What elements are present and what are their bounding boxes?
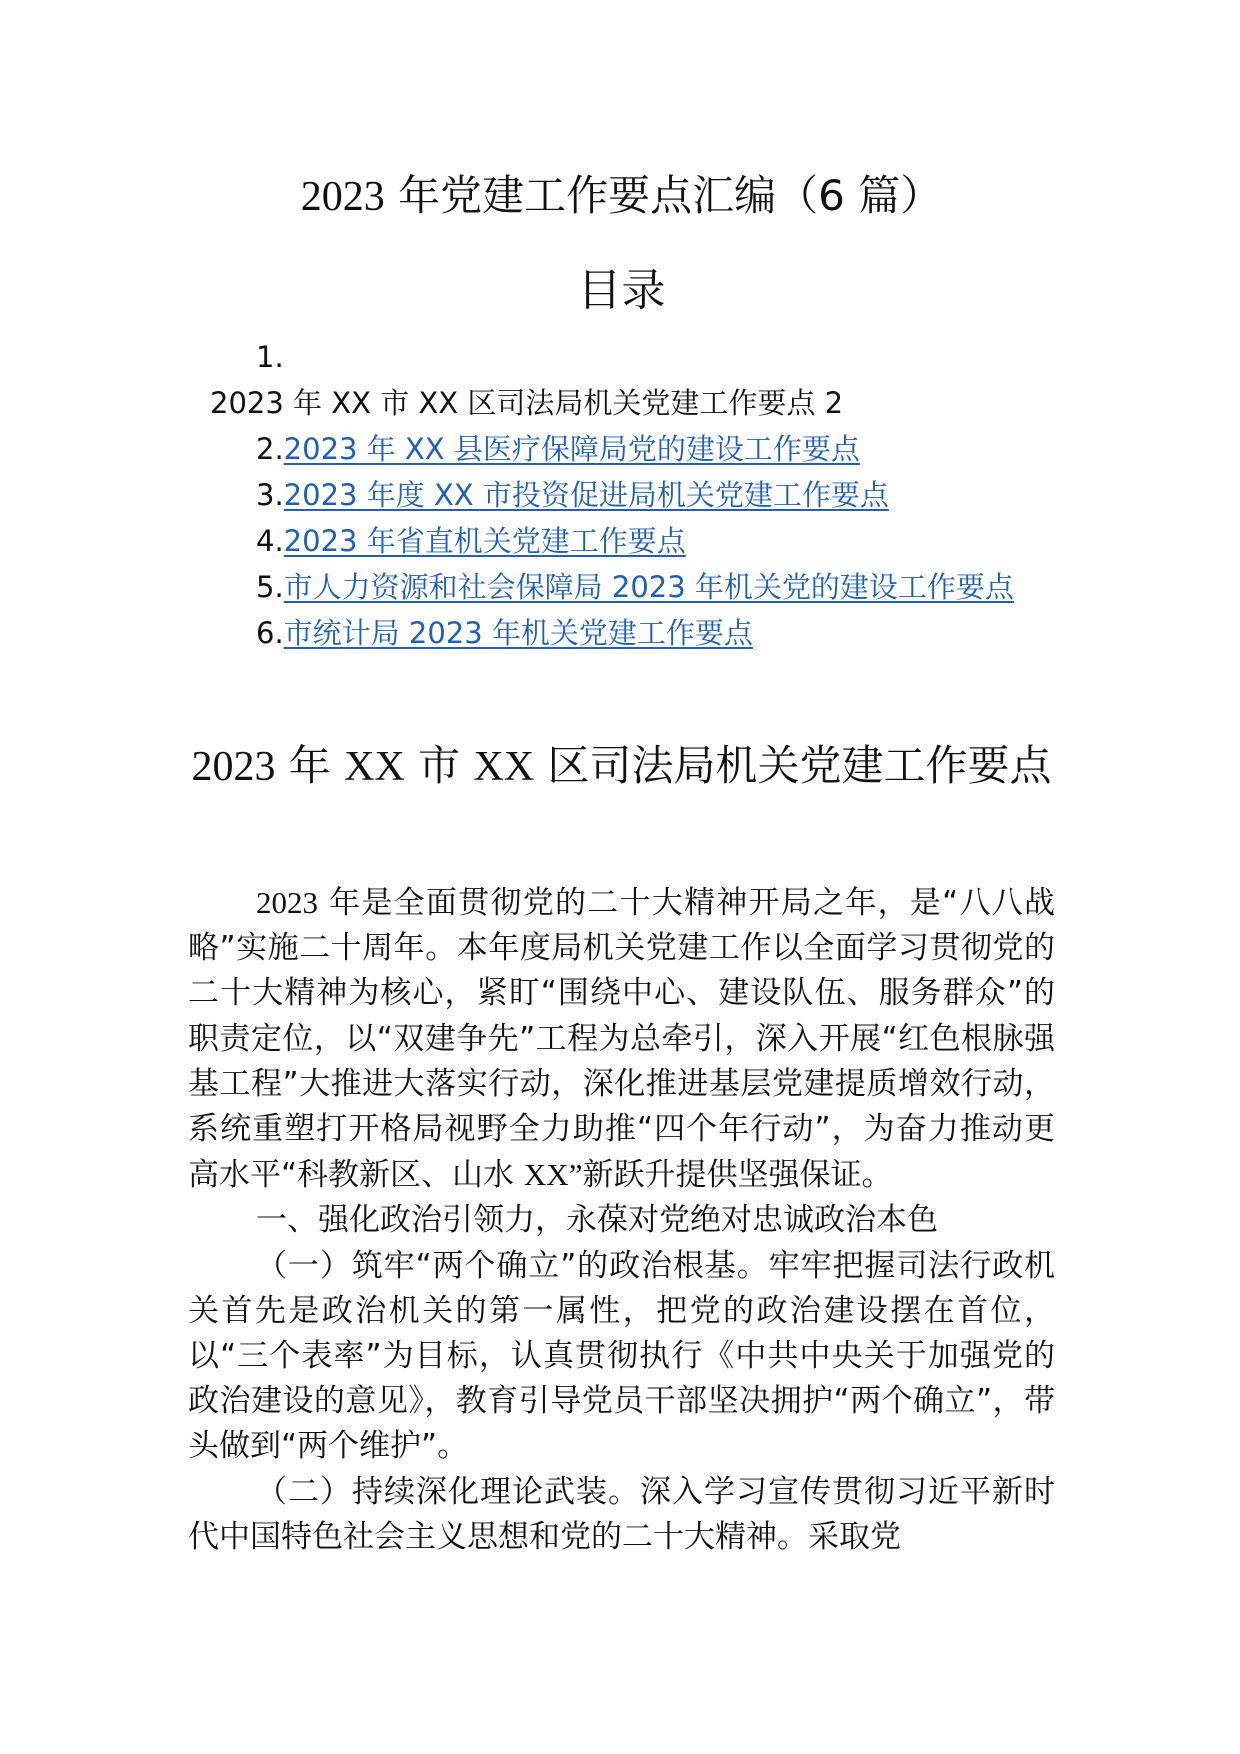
- toc-heading: 目录: [577, 265, 666, 316]
- section-title-part: 区司法局机关党建工作要点: [534, 741, 1052, 790]
- section-title-part: 年: [275, 741, 345, 790]
- toc-item-number: 5.: [256, 570, 284, 604]
- toc-link[interactable]: 2023 年度 XX 市投资促进局机关党建工作要点: [283, 478, 889, 512]
- section-title-year: 2023: [191, 744, 276, 790]
- toc-item-number: 1.: [256, 340, 284, 374]
- toc-link[interactable]: 2023 年省直机关党建工作要点: [283, 524, 686, 558]
- table-of-contents: [188, 334, 1055, 656]
- toc-item-number: 4.: [256, 524, 284, 558]
- heading-section-one: 一、强化政治引领力，永葆对党绝对忠诚政治本色: [256, 1202, 938, 1239]
- section-title-xx: XX: [344, 744, 405, 790]
- paragraph-intro: [188, 880, 1055, 1198]
- toc-item-6[interactable]: [188, 610, 1055, 656]
- toc-link[interactable]: 市人力资源和社会保障局 2023 年机关党的建设工作要点: [283, 570, 1014, 604]
- toc-item-number: 6.: [256, 616, 284, 650]
- toc-item-3[interactable]: [188, 472, 1055, 518]
- section-title-xx: XX: [473, 744, 535, 790]
- paragraph-text: 新跃升提供坚强保证。: [582, 1157, 893, 1194]
- toc-link[interactable]: 市统计局 2023 年机关党建工作要点: [283, 616, 753, 650]
- toc-item-number: 3.: [256, 478, 284, 512]
- paragraph-lead-year: 2023: [256, 885, 318, 920]
- toc-item-title[interactable]: 2023 年 XX 市 XX 区司法局机关党建工作要点 2: [210, 386, 844, 420]
- paragraph-item-one: （一）筑牢“两个确立”的政治根基。牢牢把握司法行政机关首先是政治机关的第一属性，把党的政治建设摆在首位，以“三个表率”为目标，认真贯彻执行《中共中央关于加强党的政治建设的意见》，教育引导党员干部坚决拥护“两个确立”，带头做到“两个维护”。: [188, 1247, 1055, 1465]
- paragraph-item-two: （二）持续深化理论武装。深入学习宣传贯彻习近平新时代中国特色社会主义思想和党的二十大精神。采取党: [188, 1473, 1055, 1555]
- section-title-part: 市: [404, 741, 474, 790]
- document-title-year: 2023: [300, 174, 385, 220]
- document-title-text: 年党建工作要点汇编（6 篇）: [384, 171, 943, 220]
- toc-link[interactable]: 2023 年 XX 县医疗保障局党的建设工作要点: [283, 432, 860, 466]
- section-title: [188, 720, 1055, 813]
- toc-item-number: 2.: [256, 432, 284, 466]
- toc-item-1[interactable]: [188, 334, 1055, 426]
- toc-item-2[interactable]: [188, 426, 1055, 472]
- toc-item-5[interactable]: [188, 564, 1055, 610]
- body-text: [188, 880, 1055, 1560]
- paragraph-text-serif: XX”: [523, 1157, 583, 1193]
- paragraph-text: 年是全面贯彻党的二十大精神开局之年，是“八八战略”实施二十周年。本年度局机关党建工作以全面学习贯彻党的二十大精神为核心，紧盯“围绕中心、建设队伍、服务群众”的职责定位，以“双建争先”工程为总牵引，深入开展“红色根脉强基工程”大推进大落实行动，深化推进基层党建提质增效行动，系统重塑打开格局视野全力助推“四个年行动”，为奋力推动更高水平“科教新区、山水: [188, 885, 1055, 1194]
- document-title: [188, 168, 1055, 225]
- toc-item-4[interactable]: [188, 518, 1055, 564]
